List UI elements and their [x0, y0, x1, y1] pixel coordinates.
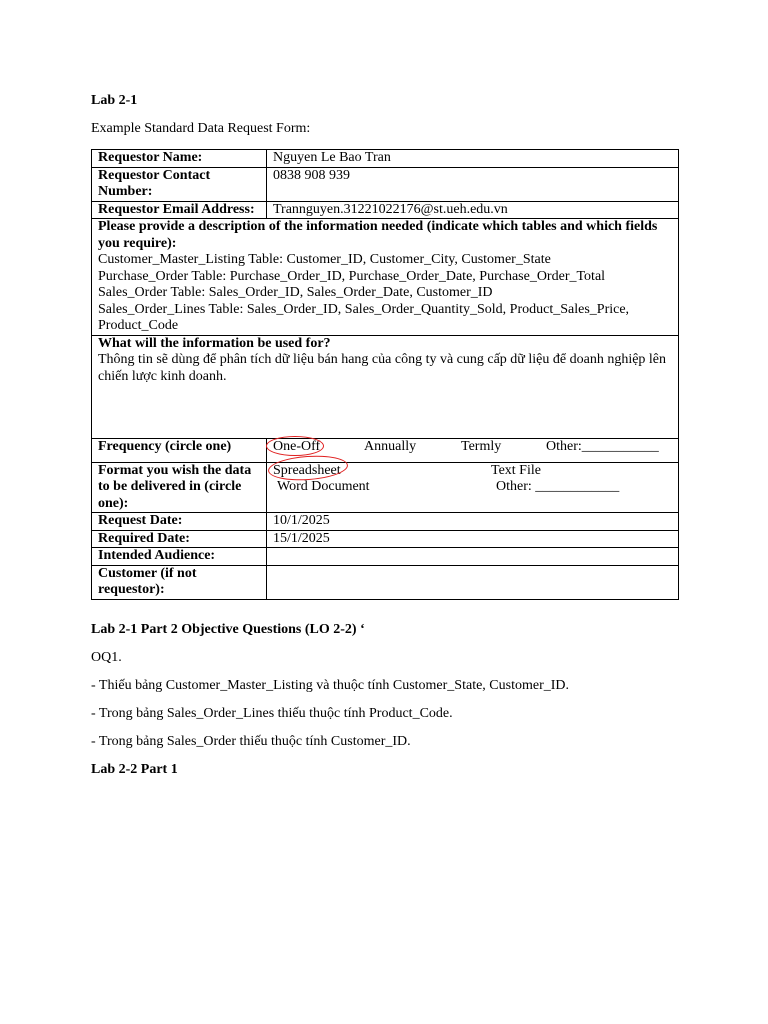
format-option-other[interactable]: Other: ____________	[496, 478, 620, 494]
frequency-option-one-off[interactable]: One-Off	[273, 438, 321, 454]
frequency-option-termly[interactable]: Termly	[461, 438, 502, 454]
answer-line: - Thiếu bảng Customer_Master_Listing và thuộc tính Customer_State, Customer_ID.	[91, 678, 570, 693]
format-option-spreadsheet[interactable]: Spreadsheet	[273, 462, 341, 478]
format-label-line2: to be delivered in (circle	[98, 479, 242, 494]
customer-value	[267, 565, 679, 599]
contact-label-line2: Number:	[98, 184, 153, 199]
usage-prompt: What will the information be used for?	[98, 335, 331, 351]
lab22-heading: Lab 2-2 Part 1	[91, 762, 178, 777]
email-value: Trannguyen.31221022176@st.ueh.edu.vn	[267, 201, 679, 219]
answer-line: - Trong bảng Sales_Order thiếu thuộc tính Customer_ID.	[91, 734, 411, 749]
audience-label: Intended Audience:	[92, 548, 267, 566]
frequency-option-annually[interactable]: Annually	[364, 438, 417, 454]
oq1-label: OQ1.	[91, 650, 122, 665]
contact-label	[92, 167, 267, 201]
description-prompt-line1: Please provide a description of the information needed (indicate which tables and which fields	[98, 219, 658, 234]
description-line: Product_Code	[98, 318, 179, 333]
description-line: Sales_Order Table: Sales_Order_ID, Sales_Order_Date, Customer_ID	[98, 285, 493, 300]
customer-label	[92, 565, 267, 599]
requestor-name-value: Nguyen Le Bao Tran	[267, 150, 679, 168]
frequency-label: Frequency (circle one)	[92, 438, 267, 462]
description-line: Purchase_Order Table: Purchase_Order_ID, Purchase_Order_Date, Purchase_Order_Total	[98, 268, 606, 284]
request-date-value: 10/1/2025	[267, 513, 679, 531]
usage-line: chiến lược kinh doanh.	[98, 368, 227, 384]
part2-heading: Lab 2-1 Part 2 Objective Questions (LO 2-2) ‘	[91, 622, 365, 637]
requestor-name-label: Requestor Name:	[92, 150, 267, 168]
usage-line: Thông tin sẽ dùng để phân tích dữ liệu bán hang của công ty và cung cấp dữ liệu để doanh nghiệp lên	[98, 352, 667, 367]
contact-label-line1: Requestor Contact	[98, 167, 211, 183]
lab-heading: Lab 2-1	[91, 93, 138, 108]
description-line: Customer_Master_Listing Table: Customer_ID, Customer_City, Customer_State	[98, 252, 551, 267]
frequency-option-other[interactable]: Other:___________	[546, 438, 659, 454]
description-line: Sales_Order_Lines Table: Sales_Order_ID, Sales_Order_Quantity_Sold, Product_Sales_Price,	[98, 301, 630, 317]
required-date-value: 15/1/2025	[267, 530, 679, 548]
usage-cell	[92, 335, 679, 438]
format-label	[92, 462, 267, 513]
required-date-label: Required Date:	[92, 530, 267, 548]
contact-value: 0838 908 939	[267, 167, 679, 201]
customer-label-line1: Customer (if not	[98, 565, 197, 581]
description-prompt-line2: you require):	[98, 235, 177, 251]
format-label-line1: Format you wish the data	[98, 462, 252, 478]
email-label: Requestor Email Address:	[92, 201, 267, 219]
request-date-label: Request Date:	[92, 513, 267, 531]
customer-label-line2: requestor):	[98, 582, 165, 597]
format-option-word-document[interactable]: Word Document	[277, 478, 370, 494]
audience-value	[267, 548, 679, 566]
format-option-text-file[interactable]: Text File	[491, 462, 541, 478]
form-intro: Example Standard Data Request Form:	[91, 121, 311, 136]
answer-line: - Trong bảng Sales_Order_Lines thiếu thuộc tính Product_Code.	[91, 706, 453, 721]
frequency-options	[267, 438, 679, 462]
data-request-form	[91, 149, 679, 600]
format-label-line3: one):	[98, 495, 129, 511]
description-cell	[92, 219, 679, 336]
format-options	[267, 462, 679, 513]
